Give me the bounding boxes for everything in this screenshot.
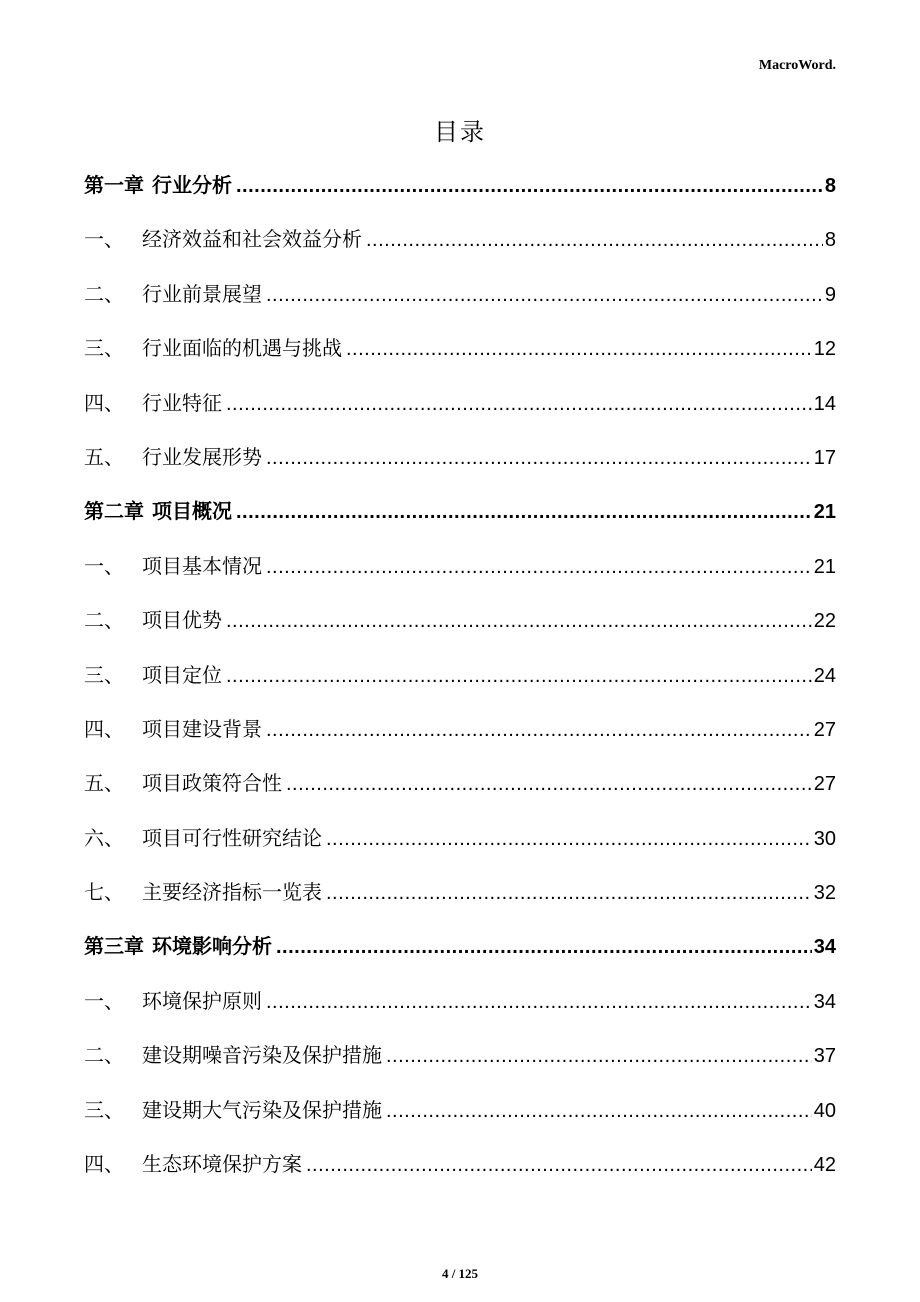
toc-entry-number: 一、 bbox=[84, 988, 124, 1013]
toc-entry-section[interactable] bbox=[84, 1146, 836, 1200]
toc-entry-section[interactable] bbox=[84, 1037, 836, 1091]
toc-entry-chapter-3[interactable] bbox=[84, 928, 836, 982]
toc-entry-page: 30 bbox=[813, 827, 836, 850]
toc-leader-dots bbox=[226, 386, 812, 422]
toc-entry-chapter-2[interactable] bbox=[84, 493, 836, 547]
header-brand: MacroWord. bbox=[758, 58, 836, 73]
toc-entry-number: 第三章 bbox=[84, 934, 144, 959]
toc-leader-dots bbox=[366, 222, 823, 258]
toc-entry-title: 项目政策符合性 bbox=[142, 771, 282, 796]
toc-entry-number: 一、 bbox=[84, 553, 124, 578]
toc-entry-section[interactable] bbox=[84, 983, 836, 1037]
toc-entry-number: 五、 bbox=[84, 771, 124, 796]
toc-entry-section[interactable] bbox=[84, 820, 836, 874]
toc-leader-dots bbox=[346, 331, 812, 367]
toc-entry-number: 三、 bbox=[84, 1097, 124, 1122]
toc-entry-page: 27 bbox=[813, 718, 836, 741]
toc-entry-title: 项目基本情况 bbox=[142, 553, 262, 578]
toc-entry-number: 三、 bbox=[84, 662, 124, 687]
toc-entry-page: 14 bbox=[813, 392, 836, 415]
toc-leader-dots bbox=[306, 1147, 812, 1183]
toc-entry-number: 三、 bbox=[84, 336, 124, 361]
toc-entry-number: 二、 bbox=[84, 1043, 124, 1068]
toc-entry-section[interactable] bbox=[84, 276, 836, 330]
toc-entry-section[interactable] bbox=[84, 711, 836, 765]
toc-entry-page: 21 bbox=[813, 501, 836, 524]
toc-entry-page: 34 bbox=[813, 936, 836, 959]
toc-entry-page: 8 bbox=[824, 175, 836, 197]
toc-entry-page: 21 bbox=[813, 555, 836, 578]
toc-entry-number: 六、 bbox=[84, 825, 124, 850]
toc-entry-number: 一、 bbox=[84, 227, 124, 252]
toc-leader-dots bbox=[276, 929, 812, 965]
toc-entry-page: 37 bbox=[813, 1045, 836, 1068]
toc-entry-title: 环境影响分析 bbox=[152, 934, 272, 959]
toc-entry-title: 建设期噪音污染及保护措施 bbox=[142, 1043, 382, 1068]
toc-entry-page: 22 bbox=[813, 610, 836, 633]
toc-entry-title: 行业分析 bbox=[152, 173, 232, 197]
toc-entry-title: 项目定位 bbox=[142, 662, 222, 687]
toc-entry-number: 二、 bbox=[84, 281, 124, 306]
toc-entry-page: 24 bbox=[813, 664, 836, 687]
toc-leader-dots bbox=[326, 875, 812, 911]
toc-entry-page: 8 bbox=[824, 229, 836, 252]
toc-entry-section[interactable] bbox=[84, 602, 836, 656]
toc-entry-title: 行业前景展望 bbox=[142, 281, 262, 306]
toc-entry-section[interactable] bbox=[84, 874, 836, 928]
toc-entry-title: 行业面临的机遇与挑战 bbox=[142, 336, 342, 361]
toc-entry-title: 行业特征 bbox=[142, 390, 222, 415]
toc-entry-number: 五、 bbox=[84, 444, 124, 469]
toc-leader-dots bbox=[286, 766, 812, 802]
toc-entry-number: 第二章 bbox=[84, 499, 144, 524]
toc-leader-dots bbox=[236, 168, 823, 204]
toc-title: 目录 bbox=[434, 118, 486, 146]
toc-leader-dots bbox=[386, 1093, 812, 1129]
toc-leader-dots bbox=[226, 603, 812, 639]
toc-entry-number: 四、 bbox=[84, 390, 124, 415]
toc-entry-title: 主要经济指标一览表 bbox=[142, 880, 322, 905]
toc-leader-dots bbox=[266, 277, 823, 313]
toc-entry-section[interactable] bbox=[84, 657, 836, 711]
table-of-contents bbox=[84, 167, 836, 1200]
toc-leader-dots bbox=[266, 984, 812, 1020]
toc-leader-dots bbox=[226, 658, 812, 694]
toc-entry-section[interactable] bbox=[84, 330, 836, 384]
toc-entry-section[interactable] bbox=[84, 221, 836, 275]
toc-entry-number: 四、 bbox=[84, 716, 124, 741]
toc-entry-number: 七、 bbox=[84, 880, 124, 905]
toc-entry-page: 32 bbox=[813, 882, 836, 905]
toc-entry-title: 行业发展形势 bbox=[142, 444, 262, 469]
toc-entry-page: 17 bbox=[813, 446, 836, 469]
toc-entry-title: 项目可行性研究结论 bbox=[142, 825, 322, 850]
toc-entry-number: 四、 bbox=[84, 1152, 124, 1177]
toc-entry-page: 27 bbox=[813, 773, 836, 796]
toc-entry-section[interactable] bbox=[84, 1092, 836, 1146]
toc-leader-dots bbox=[236, 494, 812, 530]
toc-leader-dots bbox=[326, 821, 812, 857]
toc-entry-title: 项目概况 bbox=[152, 499, 232, 524]
toc-entry-chapter-1[interactable] bbox=[84, 167, 836, 221]
toc-entry-title: 项目优势 bbox=[142, 608, 222, 633]
page-indicator: 4 / 125 bbox=[441, 1266, 479, 1281]
toc-leader-dots bbox=[266, 712, 812, 748]
toc-entry-number: 二、 bbox=[84, 608, 124, 633]
toc-entry-page: 9 bbox=[824, 283, 836, 306]
toc-entry-title: 经济效益和社会效益分析 bbox=[142, 227, 362, 252]
toc-entry-section[interactable] bbox=[84, 385, 836, 439]
toc-entry-title: 建设期大气污染及保护措施 bbox=[142, 1097, 382, 1122]
toc-entry-title: 项目建设背景 bbox=[142, 716, 262, 741]
toc-leader-dots bbox=[266, 549, 812, 585]
toc-entry-title: 生态环境保护方案 bbox=[142, 1152, 302, 1177]
toc-leader-dots bbox=[386, 1038, 812, 1074]
toc-entry-page: 42 bbox=[813, 1154, 836, 1177]
toc-entry-page: 34 bbox=[813, 990, 836, 1013]
toc-entry-section[interactable] bbox=[84, 765, 836, 819]
toc-entry-page: 40 bbox=[813, 1099, 836, 1122]
toc-entry-number: 第一章 bbox=[84, 173, 144, 197]
toc-entry-page: 12 bbox=[813, 338, 836, 361]
toc-leader-dots bbox=[266, 440, 812, 476]
toc-entry-section[interactable] bbox=[84, 548, 836, 602]
toc-entry-section[interactable] bbox=[84, 439, 836, 493]
toc-entry-title: 环境保护原则 bbox=[142, 988, 262, 1013]
